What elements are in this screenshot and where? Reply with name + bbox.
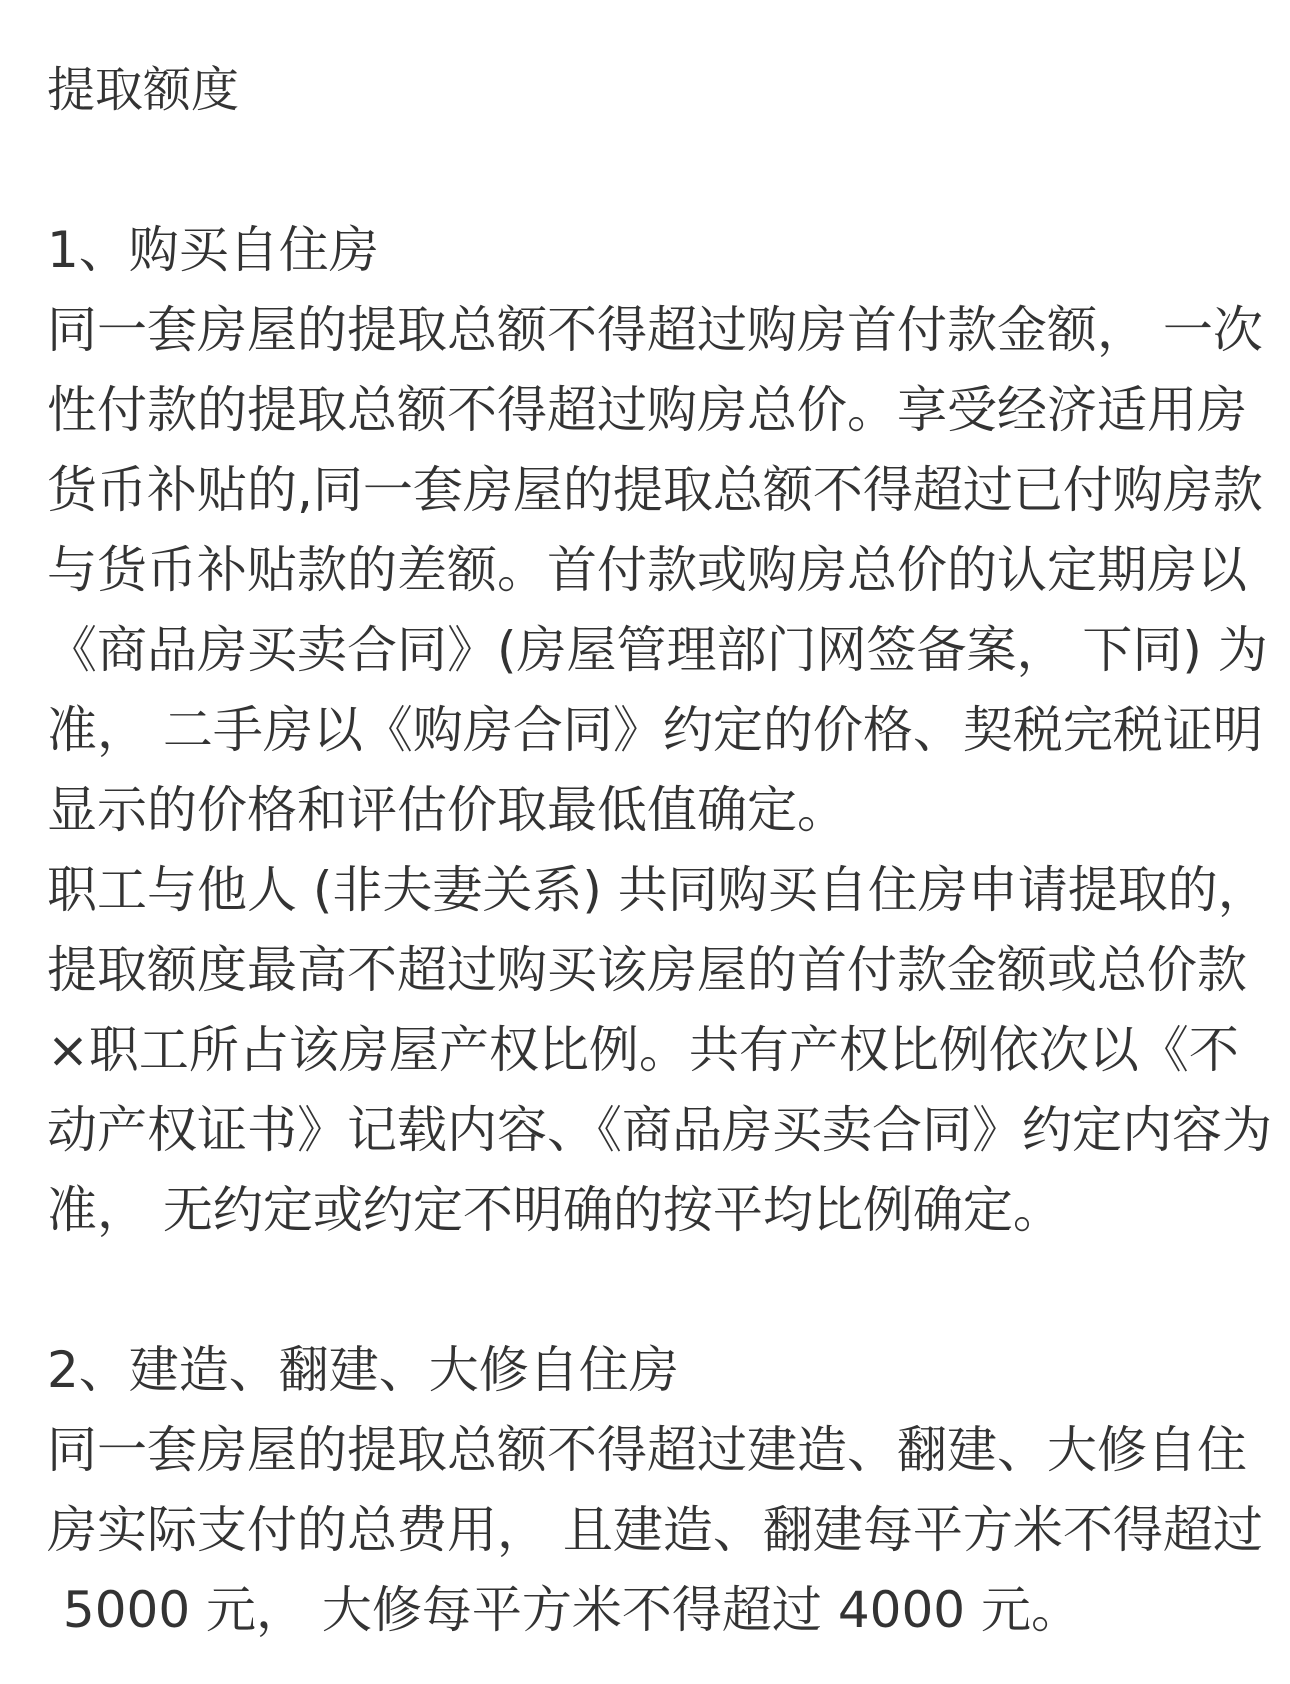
section-heading-1: 1、购买自住房 — [47, 221, 379, 279]
text-line: 房实际支付的总费用， 且建造、翻建每平方米不得超过 — [47, 1501, 1263, 1559]
text-line: 性付款的提取总额不得超过购房总价。享受经济适用房 — [47, 381, 1247, 439]
text-line: 动产权证书》记载内容、《商品房买卖合同》约定内容为 — [47, 1101, 1272, 1159]
text-line: ×职工所占该房屋产权比例。共有产权比例依次以《不 — [47, 1021, 1239, 1079]
text-line: 《商品房买卖合同》(房屋管理部门网签备案， 下同) 为 — [47, 621, 1268, 679]
paragraph — [47, 290, 1268, 850]
paragraph — [47, 850, 1272, 1250]
section-build-repair — [47, 1330, 1263, 1650]
text-line: 同一套房屋的提取总额不得超过建造、翻建、大修自住 — [47, 1421, 1247, 1479]
text-line: 与货币补贴款的差额。首付款或购房总价的认定期房以 — [47, 541, 1247, 599]
section-purchase — [47, 210, 1272, 1250]
page-title: 提取额度 — [47, 62, 240, 118]
paragraph — [47, 1410, 1263, 1650]
text-line: 显示的价格和评估价取最低值确定。 — [47, 781, 847, 839]
text-line: 货币补贴的,同一套房屋的提取总额不得超过已付购房款 — [47, 461, 1263, 519]
text-line: 同一套房屋的提取总额不得超过购房首付款金额， 一次 — [47, 301, 1263, 359]
section-heading-2: 2、建造、翻建、大修自住房 — [47, 1341, 679, 1399]
text-line: 准， 二手房以《购房合同》约定的价格、契税完税证明 — [47, 701, 1263, 759]
text-line: 职工与他人 (非夫妻关系) 共同购买自住房申请提取的， — [47, 861, 1268, 919]
text-line: 提取额度最高不超过购买该房屋的首付款金额或总价款 — [47, 941, 1247, 999]
text-line: 准， 无约定或约定不明确的按平均比例确定。 — [47, 1181, 1063, 1239]
text-line: 5000 元， 大修每平方米不得超过 4000 元。 — [47, 1581, 1081, 1639]
